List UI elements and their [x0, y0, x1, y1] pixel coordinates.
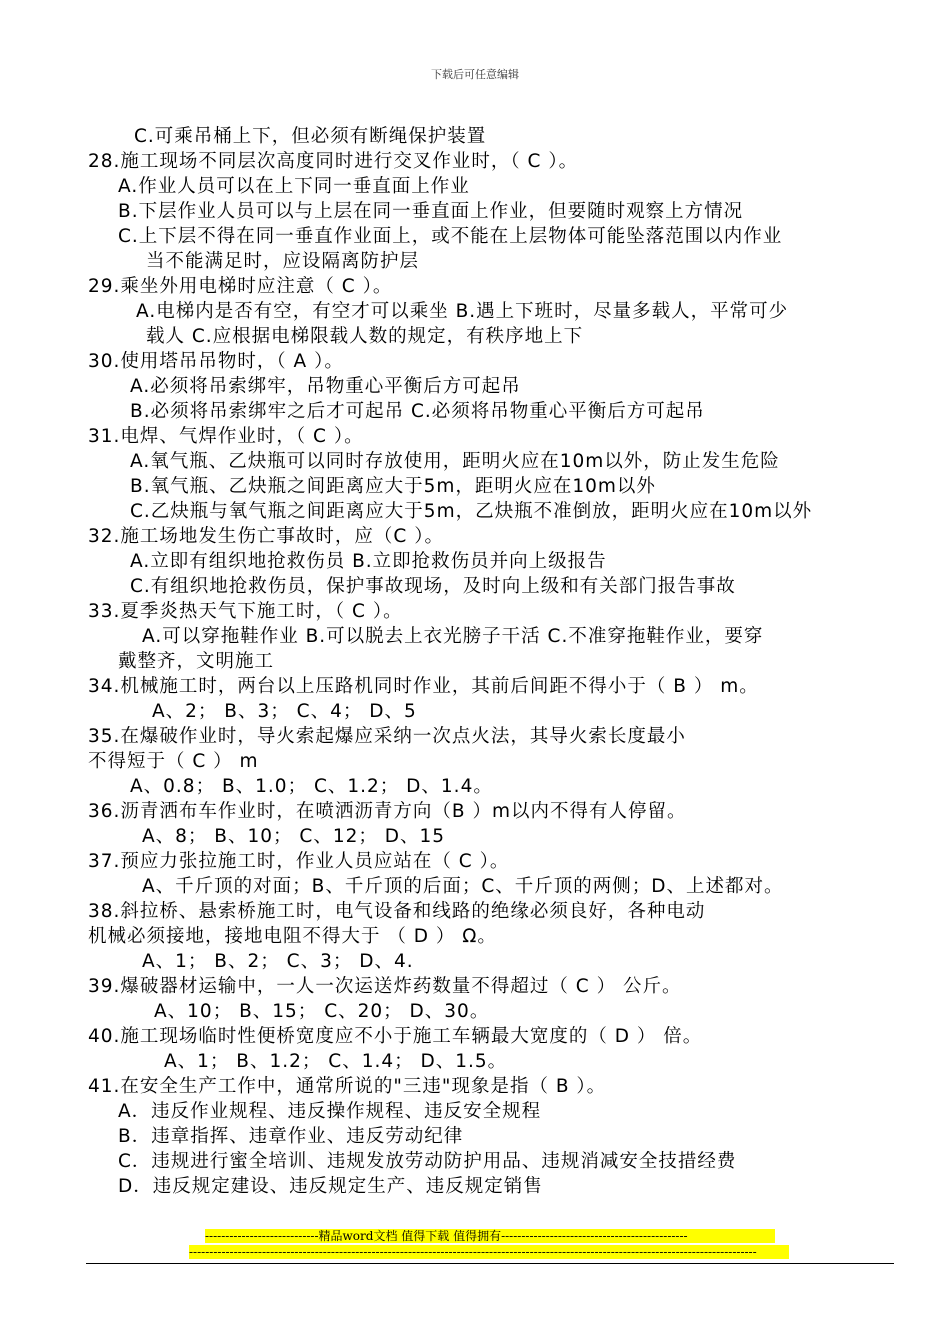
option-line: A.氧气瓶、乙炔瓶可以同时存放使用，距明火应在10m以外，防止发生危险: [130, 451, 780, 472]
option-line: D．违反规定建设、违反规定生产、违反规定销售: [118, 1176, 543, 1197]
question-32: 32.施工场地发生伤亡事故时，应（C ）。: [88, 526, 444, 547]
question-36: 36.沥青洒布车作业时，在喷洒沥青方向（B ）m以内不得有人停留。: [88, 801, 687, 822]
footer-dashes: --------------------------------------------------------------------------------------------------------------------------------------------: [189, 1245, 789, 1259]
question-38: 38.斜拉桥、悬索桥施工时，电气设备和线路的绝缘必须良好，各种电动: [88, 901, 706, 922]
option-line: A、2； B、3； C、4； D、5: [152, 701, 417, 722]
question-28: 28.施工现场不同层次高度同时进行交叉作业时，（ C ）。: [88, 151, 579, 172]
option-line: C.有组织地抢救伤员，保护事故现场，及时向上级和有关部门报告事故: [130, 576, 736, 597]
question-41: 41.在安全生产工作中，通常所说的"三违"现象是指（ B ）。: [88, 1076, 607, 1097]
option-line: A.作业人员可以在上下同一垂直面上作业: [118, 176, 470, 197]
option-line: A、1； B、1.2； C、1.4； D、1.5。: [164, 1051, 508, 1072]
option-line: A.电梯内是否有空，有空才可以乘坐 B.遇上下班时，尽量多载人，平常可少: [136, 301, 789, 322]
option-line: C.上下层不得在同一垂直作业面上，或不能在上层物体可能坠落范围以内作业: [118, 226, 783, 247]
question-37: 37.预应力张拉施工时，作业人员应站在（ C ）。: [88, 851, 510, 872]
question-40: 40.施工现场临时性便桥宽度应不小于施工车辆最大宽度的（ D ） 倍。: [88, 1026, 703, 1047]
question-33: 33.夏季炎热天气下施工时，（ C ）。: [88, 601, 403, 622]
option-line: B．违章指挥、违章作业、违反劳动纪律: [118, 1126, 464, 1147]
text-line: 载人 C.应根据电梯限载人数的规定，有秩序地上下: [146, 326, 584, 347]
question-29: 29.乘坐外用电梯时应注意（ C ）。: [88, 276, 393, 297]
footer-divider: [86, 1263, 894, 1264]
question-35: 35.在爆破作业时，导火索起爆应采纳一次点火法，其导火索长度最小: [88, 726, 686, 747]
text-line: C.可乘吊桶上下，但必须有断绳保护装置: [134, 126, 487, 147]
option-line: C.乙炔瓶与氧气瓶之间距离应大于5m，乙炔瓶不准倒放，距明火应在10m以外: [130, 501, 813, 522]
question-31: 31.电焊、气焊作业时，（ C ）。: [88, 426, 364, 447]
question-30: 30.使用塔吊吊物时，（ A ）。: [88, 351, 344, 372]
question-34: 34.机械施工时，两台以上压路机同时作业，其前后间距不得小于（ B ） m。: [88, 676, 759, 697]
option-line: A.必须将吊索绑牢，吊物重心平衡后方可起吊: [130, 376, 521, 397]
option-line: C．违规进行蜜全培训、违规发放劳动防护用品、违规消减安全技措经费: [118, 1151, 737, 1172]
option-line: A、10； B、15； C、20； D、30。: [154, 1001, 490, 1022]
option-line: A.立即有组织地抢救伤员 B.立即抢救伤员并向上级报告: [130, 551, 607, 572]
option-line: A．违反作业规程、违反操作规程、违反安全规程: [118, 1101, 542, 1122]
text-line: 不得短于（ C ） m: [88, 751, 259, 772]
text-line: 当不能满足时，应设隔离防护层: [146, 251, 420, 272]
option-line: A、8； B、10； C、12； D、15: [142, 826, 446, 847]
option-line: A.可以穿拖鞋作业 B.可以脱去上衣光膀子干活 C.不准穿拖鞋作业，要穿: [142, 626, 764, 647]
text-line: 机械必须接地，接地电阻不得大于 （ D ） Ω。: [88, 926, 497, 947]
option-line: B.下层作业人员可以与上层在同一垂直面上作业，但要随时观察上方情况: [118, 201, 744, 222]
option-line: A、0.8； B、1.0； C、1.2； D、1.4。: [130, 776, 493, 797]
option-line: B.氧气瓶、乙炔瓶之间距离应大于5m，距明火应在10m以外: [130, 476, 656, 497]
footer-banner: ----------------------------精品word文档 值得下载 值得拥有----------------------------------------------: [205, 1229, 775, 1243]
option-line: A、千斤顶的对面；B、千斤顶的后面；C、千斤顶的两侧；D、上述都对。: [142, 876, 784, 897]
question-39: 39.爆破器材运输中，一人一次运送炸药数量不得超过（ C ） 公斤。: [88, 976, 682, 997]
option-line: A、1； B、2； C、3； D、4.: [142, 951, 414, 972]
option-line: B.必须将吊索绑牢之后才可起吊 C.必须将吊物重心平衡后方可起吊: [130, 401, 705, 422]
text-line: 戴整齐，文明施工: [118, 651, 275, 672]
page-header: 下载后可任意编辑: [431, 68, 519, 81]
